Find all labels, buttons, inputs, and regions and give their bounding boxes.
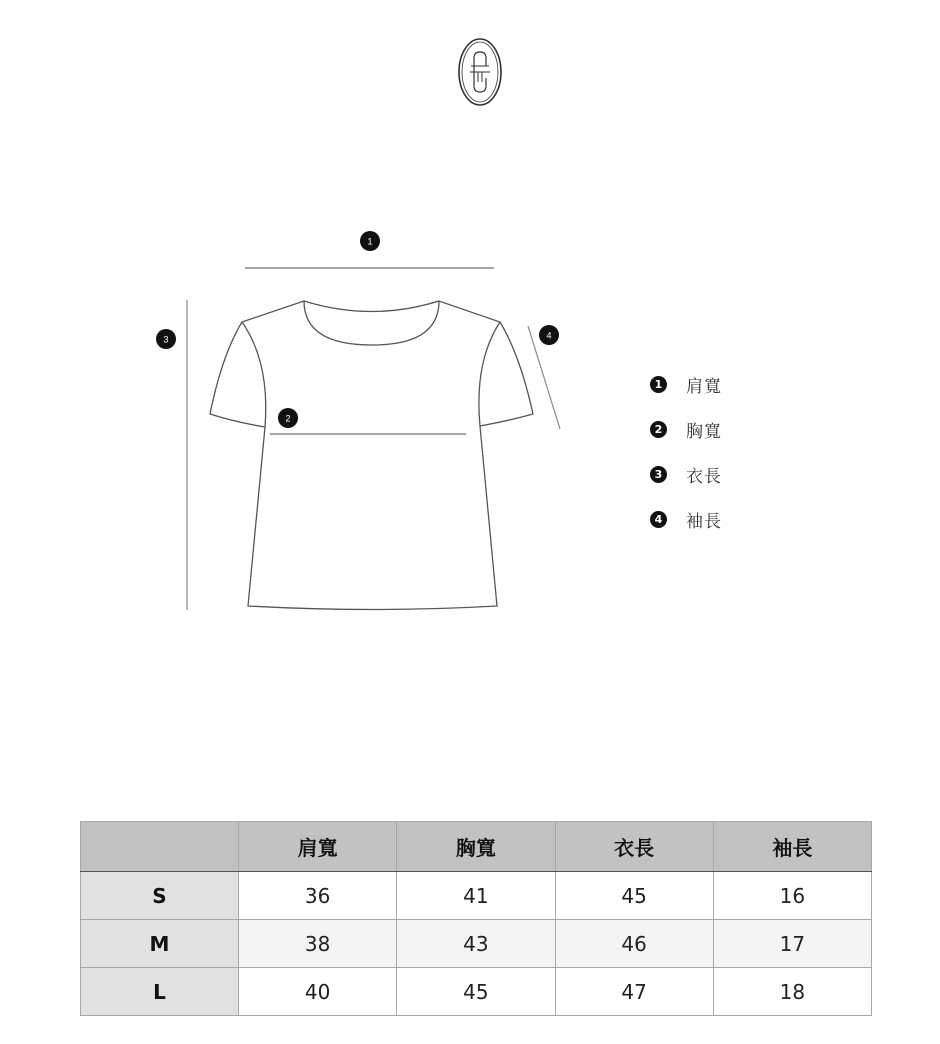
svg-text:1: 1 — [367, 236, 373, 247]
table-cell: 43 — [397, 920, 555, 968]
table-cell: 18 — [713, 968, 871, 1016]
column-header: 肩寬 — [239, 822, 397, 872]
table-cell: 41 — [397, 872, 555, 920]
table-row — [81, 968, 872, 1016]
measurement-legend — [650, 362, 850, 542]
legend-number: 1 — [650, 376, 667, 393]
column-header: 袖長 — [713, 822, 871, 872]
legend-item — [650, 407, 850, 452]
legend-label: 衣長 — [686, 467, 722, 487]
legend-label: 袖長 — [686, 512, 722, 532]
table-cell: 47 — [555, 968, 713, 1016]
legend-number: 3 — [650, 466, 667, 483]
size-label: M — [81, 920, 239, 968]
size-label: L — [81, 968, 239, 1016]
table-cell: 16 — [713, 872, 871, 920]
legend-label: 肩寬 — [686, 377, 722, 397]
marker-4 — [539, 325, 559, 345]
table-cell: 36 — [239, 872, 397, 920]
table-cell: 46 — [555, 920, 713, 968]
svg-text:3: 3 — [163, 334, 169, 345]
marker-1 — [360, 231, 380, 251]
table-row — [81, 920, 872, 968]
legend-number: 4 — [650, 511, 667, 528]
legend-item — [650, 452, 850, 497]
table-cell: 38 — [239, 920, 397, 968]
column-header: 衣長 — [555, 822, 713, 872]
size-label: S — [81, 872, 239, 920]
table-cell: 17 — [713, 920, 871, 968]
table-row — [81, 872, 872, 920]
marker-3 — [156, 329, 176, 349]
table-header-row — [81, 822, 872, 872]
legend-number: 2 — [650, 421, 667, 438]
legend-item — [650, 497, 850, 542]
legend-label: 胸寬 — [686, 422, 722, 442]
legend-item — [650, 362, 850, 407]
svg-text:4: 4 — [546, 330, 552, 341]
table-cell: 45 — [555, 872, 713, 920]
tshirt-outline — [210, 301, 533, 610]
column-header: 胸寬 — [397, 822, 555, 872]
size-chart-table — [80, 821, 872, 1016]
marker-2 — [278, 408, 298, 428]
table-cell: 40 — [239, 968, 397, 1016]
table-cell: 45 — [397, 968, 555, 1016]
svg-text:2: 2 — [285, 413, 291, 424]
table-corner-cell — [81, 822, 239, 872]
